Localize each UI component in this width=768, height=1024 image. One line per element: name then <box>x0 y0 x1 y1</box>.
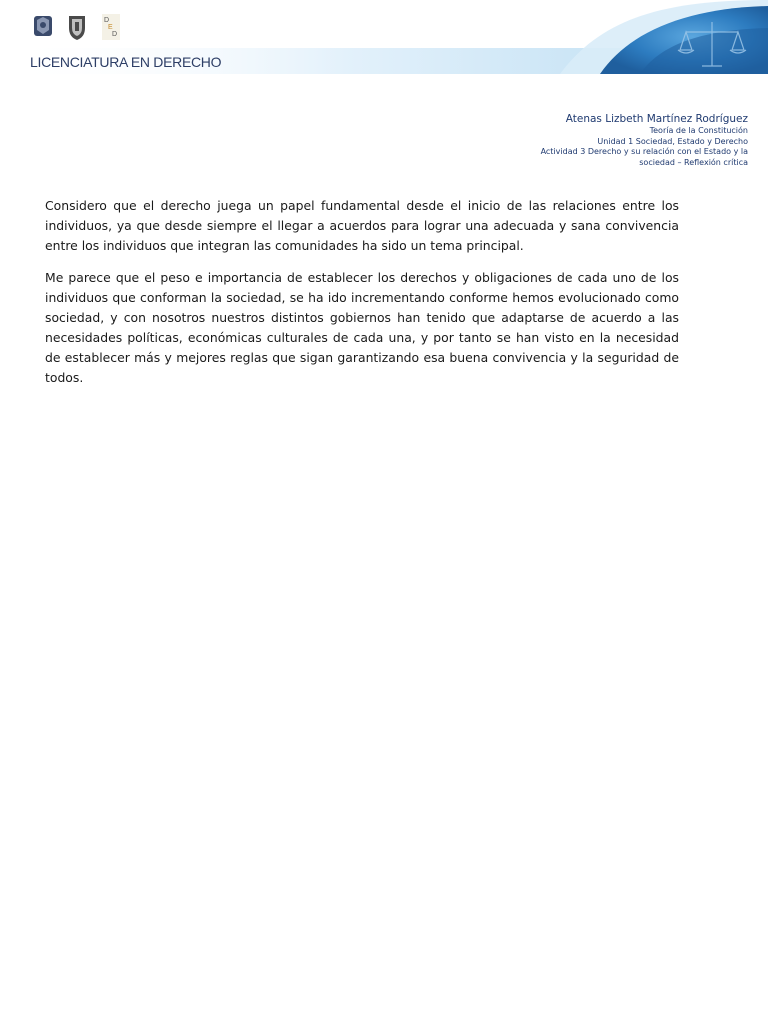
activity-line-1: Actividad 3 Derecho y su relación con el Estado y la <box>540 147 748 156</box>
svg-text:D: D <box>104 17 110 24</box>
activity-line-2: sociedad – Reflexión crítica <box>639 157 748 167</box>
author-name: Atenas Lizbeth Martínez Rodríguez <box>565 113 748 125</box>
paragraph: Considero que el derecho juega un papel fundamental desde el inicio de las relaciones entre los individuos, ya que desde siempre el llegar a acuerdos para lograr una adecuada y sana convivencia entre los individuos que integran las comunidades ha sido un tema principal. <box>45 198 679 253</box>
unam-crest-icon <box>32 12 54 42</box>
document-metadata <box>428 112 748 168</box>
document-header <box>0 0 768 100</box>
ded-logo-icon <box>100 12 122 42</box>
paragraph: Me parece que el peso e importancia de establecer los derechos y obligaciones de cada uno de los individuos que conforman la sociedad, se ha ido incrementando conforme hemos evolucionado como sociedad, y con nosotros nuestros distintos gobiernos han tenido que adaptarse de acuerdo a las necesidades políticas, económicas culturales de cada una, y por tanto se han visto en la necesidad de establecer más y mejores reglas que sigan garantizando esa buena convivencia y la seguridad de todos. <box>45 270 679 385</box>
subject-name: Teoría de la Constitución <box>649 126 748 135</box>
svg-text:E: E <box>108 24 113 31</box>
university-shield-icon <box>66 12 88 42</box>
program-title: LICENCIATURA EN DERECHO <box>30 54 222 70</box>
document-body <box>45 196 679 400</box>
unit-name: Unidad 1 Sociedad, Estado y Derecho <box>597 136 748 146</box>
svg-text:D: D <box>112 31 118 38</box>
institution-logos <box>32 12 122 42</box>
